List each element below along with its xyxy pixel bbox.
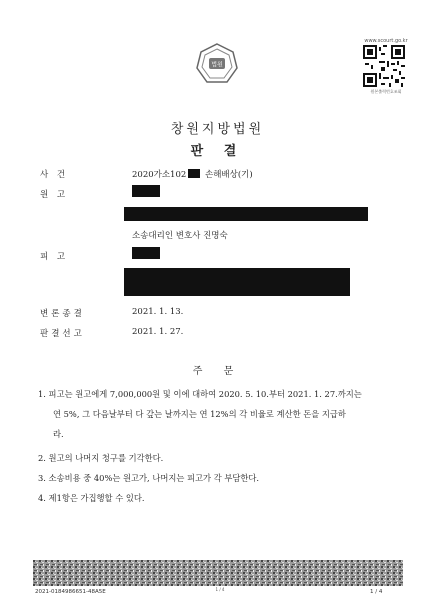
plaintiff-address-redaction: [124, 207, 368, 221]
plaintiff-attorney: 소송대리인 변호사 진명숙: [132, 231, 228, 241]
case-name: 손해배상(기): [204, 170, 253, 180]
case-label: 사 건: [40, 170, 69, 180]
closing-label: 변론종결: [40, 309, 85, 319]
redaction-block: [188, 169, 200, 178]
court-name: 창원지방법원: [170, 122, 265, 137]
order-item-3: 3. 소송비용 중 40%는 원고가, 나머지는 피고가 각 부담한다.: [38, 473, 260, 483]
security-pattern-band: [33, 560, 403, 586]
case-value: [132, 168, 253, 180]
defendant-address-redaction: [124, 268, 350, 296]
emblem-text: 법원: [211, 61, 223, 69]
qr-url: www.scourt.go.kr: [364, 38, 408, 44]
qr-caption: 원본출력번호조회: [370, 89, 402, 94]
order-1-line-2: 연 5%, 그 다음날부터 다 갚는 날까지는 연 12%의 각 비율로 계산한 돈을 지급하: [53, 409, 346, 419]
document-title: 판 결: [190, 144, 245, 159]
page-number: 1 / 4: [370, 589, 383, 595]
judgment-date: 2021. 1. 27.: [132, 327, 184, 337]
order-item-2: 2. 원고의 나머지 청구를 기각한다.: [38, 453, 164, 463]
document-number: 2021-0184986651-48A5E: [35, 589, 106, 595]
plaintiff-name-redaction: [132, 185, 160, 197]
judgment-label: 판결선고: [40, 329, 85, 339]
order-1-line-1: 1. 피고는 원고에게 7,000,000원 및 이에 대하여 2020. 5. 10.부터 2021. 1. 27.까지는: [38, 389, 362, 399]
defendant-label: 피 고: [40, 252, 69, 262]
order-item-1: [38, 384, 398, 444]
qr-code-icon: [363, 45, 405, 87]
defendant-name-redaction: [132, 247, 160, 259]
order-title: 주 문: [192, 366, 243, 377]
court-emblem-icon: [195, 42, 239, 86]
plaintiff-label: 원 고: [40, 190, 69, 200]
footer-center-text: 1 / 4: [215, 587, 225, 592]
case-number: 2020가소102: [132, 170, 187, 180]
closing-date: 2021. 1. 13.: [132, 307, 184, 317]
order-item-4: 4. 제1항은 가집행할 수 있다.: [38, 493, 145, 503]
order-1-line-3: 라.: [53, 429, 64, 439]
